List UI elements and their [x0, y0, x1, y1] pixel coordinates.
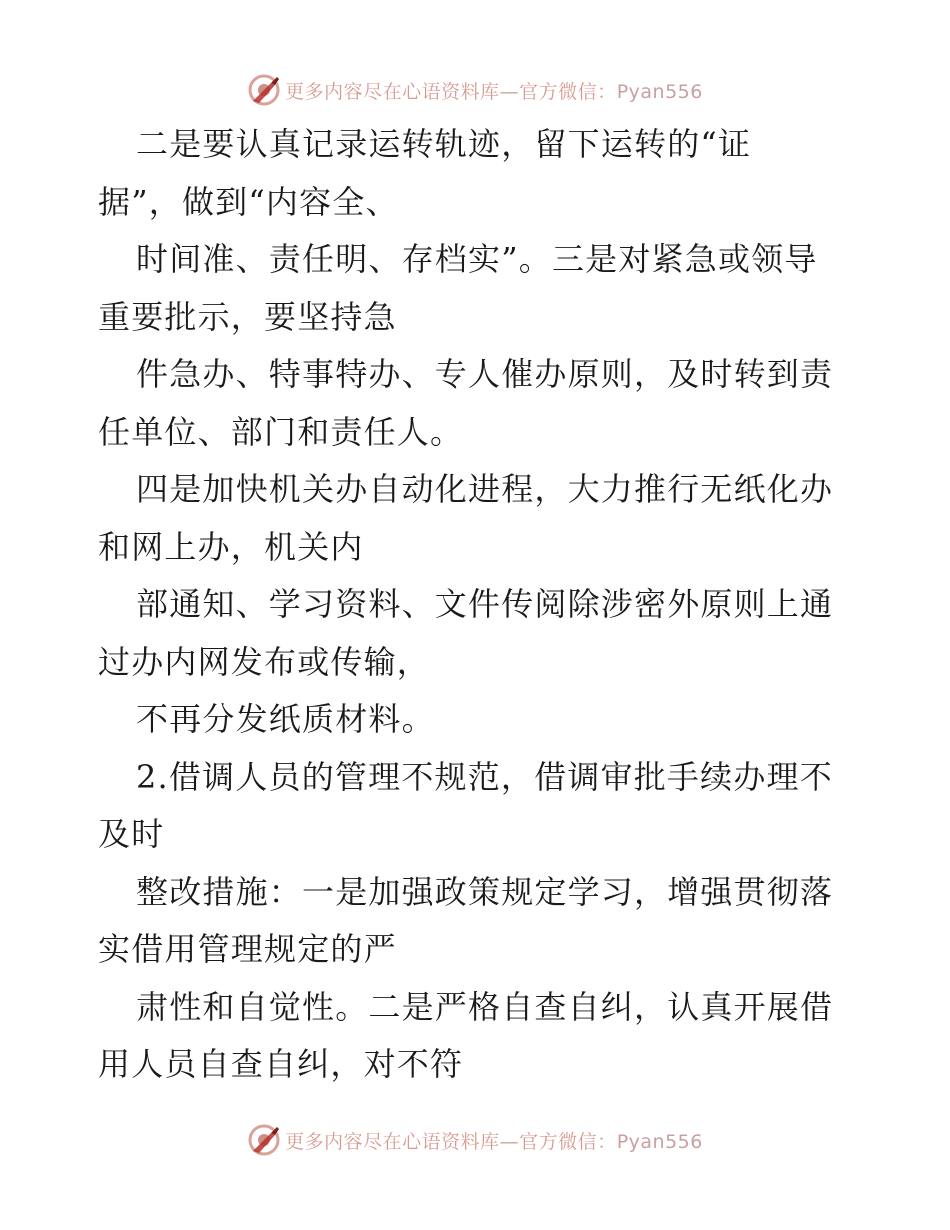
text-line: 过办内网发布或传输，: [98, 642, 431, 681]
text-line: 和网上办，机关内: [98, 527, 364, 566]
pen-logo-icon: [247, 1123, 281, 1157]
text-line: 据”，做到“内容全、: [98, 182, 399, 221]
text-line: 2.借调人员的管理不规范，借调审批手续办理不: [136, 757, 833, 796]
header-watermark: [0, 70, 950, 110]
text-line: 任单位、部门和责任人。: [98, 412, 464, 451]
watermark-text: 更多内容尽在心语资料库—官方微信：Pyan556: [285, 80, 703, 103]
text-line: 不再分发纸质材料。: [136, 700, 435, 738]
text-line: 实借用管理规定的严: [98, 930, 397, 968]
text-line: 部通知、学习资料、文件传阅除涉密外原则上通: [136, 585, 834, 623]
text-line: 四是加快机关办自动化进程，大力推行无纸化办: [136, 470, 834, 508]
text-line: 件急办、特事特办、专人催办原则，及时转到责: [136, 355, 834, 393]
document-body: [98, 116, 858, 1094]
footer-watermark: [0, 1120, 950, 1160]
pen-logo-icon: [247, 73, 281, 107]
text-line: 整改措施：一是加强政策规定学习，增强贯彻落: [136, 872, 834, 911]
text-line: 二是要认真记录运转轨迹，留下运转的“证: [136, 125, 752, 163]
text-line: 及时: [98, 815, 165, 853]
text-line: 时间准、责任明、存档实”。三是对紧急或领导: [136, 240, 818, 278]
text-line: 重要批示，要坚持急: [98, 297, 397, 336]
text-line: 肃性和自觉性。二是严格自查自纠，认真开展借: [136, 987, 834, 1026]
text-line: 用人员自查自纠，对不符: [98, 1045, 464, 1083]
watermark-text: 更多内容尽在心语资料库—官方微信：Pyan556: [285, 1130, 703, 1153]
